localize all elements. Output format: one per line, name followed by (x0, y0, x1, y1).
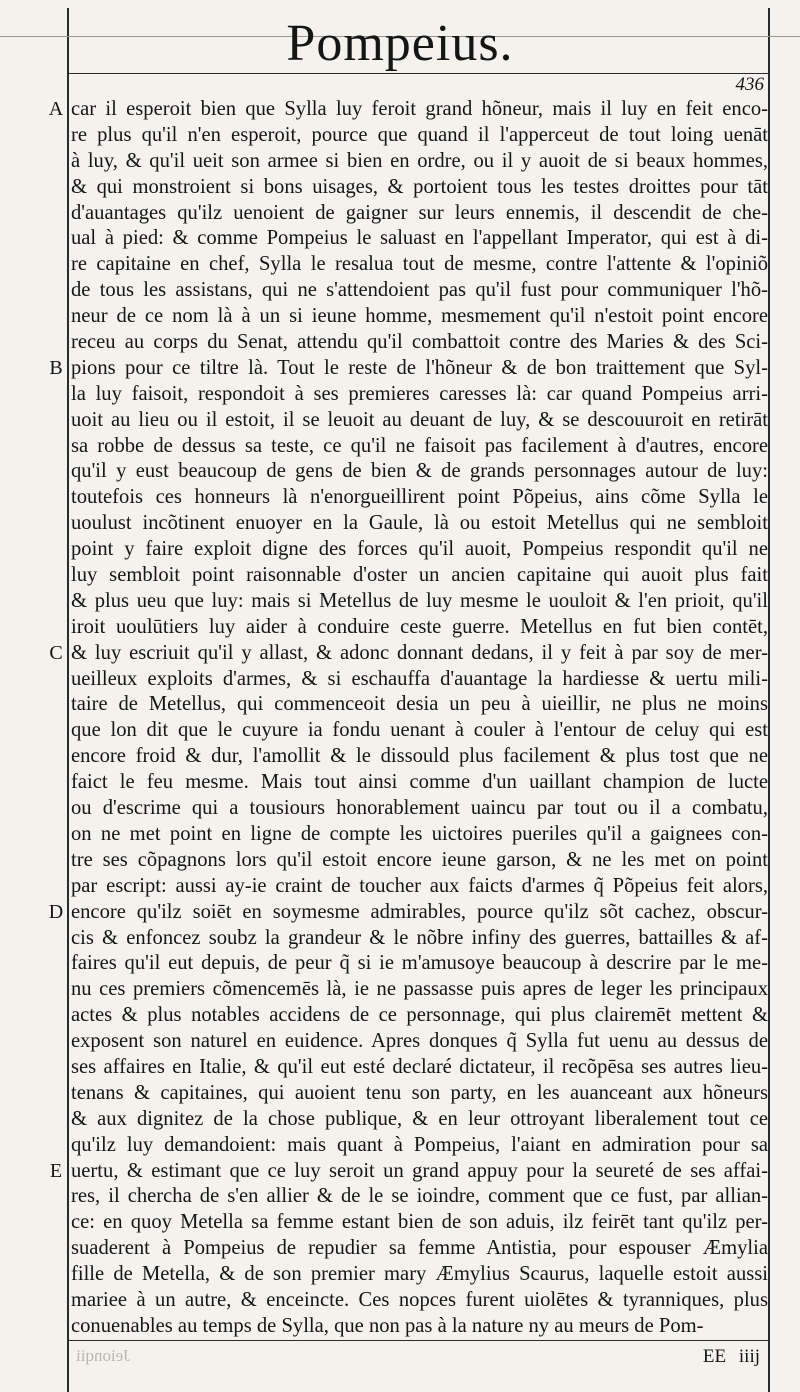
footer-rule (67, 1340, 770, 1341)
text-line: suaderent à Pompeius de repudier sa femme Antistia, pour espouser Æmylia (71, 1237, 768, 1260)
text-line: neur de ce nom là à un si ieune homme, mesmement qu'il n'estoit point encore (71, 305, 768, 328)
text-line: de tous les assistans, qui ne s'attendoient pas qu'il fust pour communiquer l'hõ- (71, 279, 768, 302)
text-line: exposent son naturel en euidence. Apres donques q̃ Sylla fut uenu au dessus de (71, 1030, 768, 1053)
margin-letter: A (48, 98, 64, 120)
text-line: à luy, & qu'il ueit son armee si bien en ordre, ou il y auoit de si beaux hommes, (71, 149, 768, 172)
text-line: pions pour ce tiltre là. Tout le reste de l'hõneur & de bon traittement que Syl- (71, 356, 768, 379)
page-number: 436 (735, 74, 764, 95)
text-line: ueilleux exploits d'armes, & si eschauffa d'auantage la hardiesse & uertu mili- (71, 667, 768, 690)
text-line: actes & plus notables accidens de ce personnage, qui plus clairemēt mettent & (71, 1004, 768, 1027)
right-margin-rule (768, 8, 770, 1392)
text-line: ce: en quoy Metella sa femme estant bien de son aduis, ilz feirēt tant qu'ilz per- (71, 1211, 768, 1234)
text-line: uoit au lieu ou il estoit, il se leuoit au deuant de luy, & se descouuroit en retirāt (71, 408, 768, 431)
text-line: taire de Metellus, qui commenceoit desia un peu à uieillir, ne plus ne moins (71, 693, 768, 716)
text-line: & plus ueu que luy: mais si Metellus de luy mesme le uouloit & l'en prioit, qu'il (71, 589, 768, 612)
body-text (71, 97, 768, 1340)
text-line: uoulust incõtinent enuoyer en la Gaule, là ou estoit Metellus qui ne sembloit (71, 512, 768, 535)
bleed-through-text: Jeionqii (76, 1346, 130, 1365)
text-line: iroit uoulūtiers luy aider à conduire ceste guerre. Metellus en fut bien contēt, (71, 615, 768, 638)
text-line: toutefois ces honneurs là n'enorgueillirent point Põpeius, ains cõme Sylla le (71, 486, 768, 509)
text-line: que lon dit que le cuyure ia fondu uenant à couler à l'entour de celuy qui est (71, 719, 768, 742)
text-line: conuenables au temps de Sylla, que non pas à la nature ny au meurs de Pom- (71, 1314, 704, 1337)
text-line: luy sembloit point raisonnable d'oster un ancien capitaine qui auoit plus fait (71, 564, 768, 587)
text-line: mariee à un autre, & enceincte. Ces nopces furent uiolētes & tyranniques, plus (71, 1288, 768, 1311)
text-line: encore qu'ilz soiēt en soymesme admirables, pource qu'ilz sõt cachez, obscur- (71, 900, 768, 923)
signature-mark: EE iiij (702, 1346, 760, 1367)
text-line: res, il chercha de s'en allier & de le se ioindre, comment que ce fust, par allian- (71, 1185, 768, 1208)
text-line: la luy faisoit, respondoit à ses premieres caresses là: car quand Pompeius arri- (71, 382, 768, 405)
text-line: faict le feu mesme. Mais tout ainsi comme d'un uaillant champion de lucte (71, 771, 768, 794)
text-line: point y faire exploit digne des forces qu'il auoit, Pompeius respondit qu'il ne (71, 538, 768, 561)
text-line: ual à pied: & comme Pompeius le saluast en l'appellant Imperator, qui est à di- (71, 227, 768, 250)
text-line: sa robbe de dessus sa teste, ce qu'il ne faisoit pas facilement à d'autres, encore (71, 434, 768, 457)
text-line: fille de Metella, & de son premier mary Æmylius Scaurus, laquelle estoit aussi (71, 1263, 768, 1286)
text-line: ses affaires en Italie, & qu'il eut esté declaré dictateur, il recõpēsa ses autres lieu- (71, 1055, 768, 1078)
text-line: par escript: aussi ay-ie craint de toucher aux faicts d'armes q̃ Põpeius feit alors, (71, 874, 768, 897)
text-line: ou d'escrime qui a tousiours honorablement uaincu par tout ou il a combatu, (71, 797, 768, 820)
text-line: faires qu'il eut depuis, de peur q̃ si ie m'amusoye beaucoup à descrire par le me- (71, 952, 768, 975)
text-line: re capitaine en chef, Sylla le resalua tout de mesme, contre l'attente & l'opiniõ (71, 253, 768, 276)
running-title: Pompeius. (286, 15, 514, 72)
text-line: tenans & capitaines, qui auoient tenu son party, en les auanceant aux hõneurs (71, 1081, 768, 1104)
text-line: d'auantages qu'ilz uenoient de gaigner sur leurs ennemis, il descendit de che- (71, 201, 768, 224)
text-line: nu ces premiers cõmencemēs là, ie ne passasse puis apres de leger les principaux (71, 978, 768, 1001)
text-line: qu'ilz luy demandoient: mais quant à Pompeius, l'aiant en admiration pour sa (71, 1133, 768, 1156)
text-line: & luy escriuit qu'il y allast, & adonc donnant dedans, il y feit à par soy de mer- (71, 641, 768, 664)
margin-letter: C (49, 641, 63, 664)
text-line: cis & enfoncez soubz la grandeur & le nõbre infiny des guerres, battailles & af- (71, 926, 768, 949)
text-line: & aux dignitez de la chose publique, & en leur ottroyant liberalement tout ce (71, 1107, 768, 1130)
text-line: encore froid & dur, l'amollit & le dissould plus facilement & plus tost que ne (71, 745, 768, 768)
text-line: tre ses cõpagnons lors qu'il estoit encore ieune garson, & ne les met on point (71, 848, 768, 871)
text-line: & qui monstroient si bons uisages, & portoient tous les testes droittes pour tāt (71, 175, 768, 198)
text-line: uertu, & estimant que ce luy seroit un grand appuy pour la seureté de ses affai- (71, 1159, 768, 1182)
text-line: receu au corps du Senat, attendu qu'il combattoit contre des Maries & des Sci- (71, 331, 768, 354)
margin-letter: D (48, 900, 64, 923)
margin-letter: E (49, 1159, 63, 1182)
text-line: qu'il y eust beaucoup de gens de bien & de grands personnages autour de luy: (71, 460, 768, 483)
text-line: re plus qu'il n'en esperoit, pource que quand il l'apperceut de tout loing uenāt (71, 123, 768, 146)
text-line: on ne met point en ligne de compte les uictoires pueriles qu'il a gaignees con- (71, 822, 768, 845)
margin-letter: B (49, 357, 63, 379)
text-line: car il esperoit bien que Sylla luy feroit grand hõneur, mais il luy en feit enco- (71, 98, 768, 120)
left-margin-rule (67, 8, 69, 1392)
